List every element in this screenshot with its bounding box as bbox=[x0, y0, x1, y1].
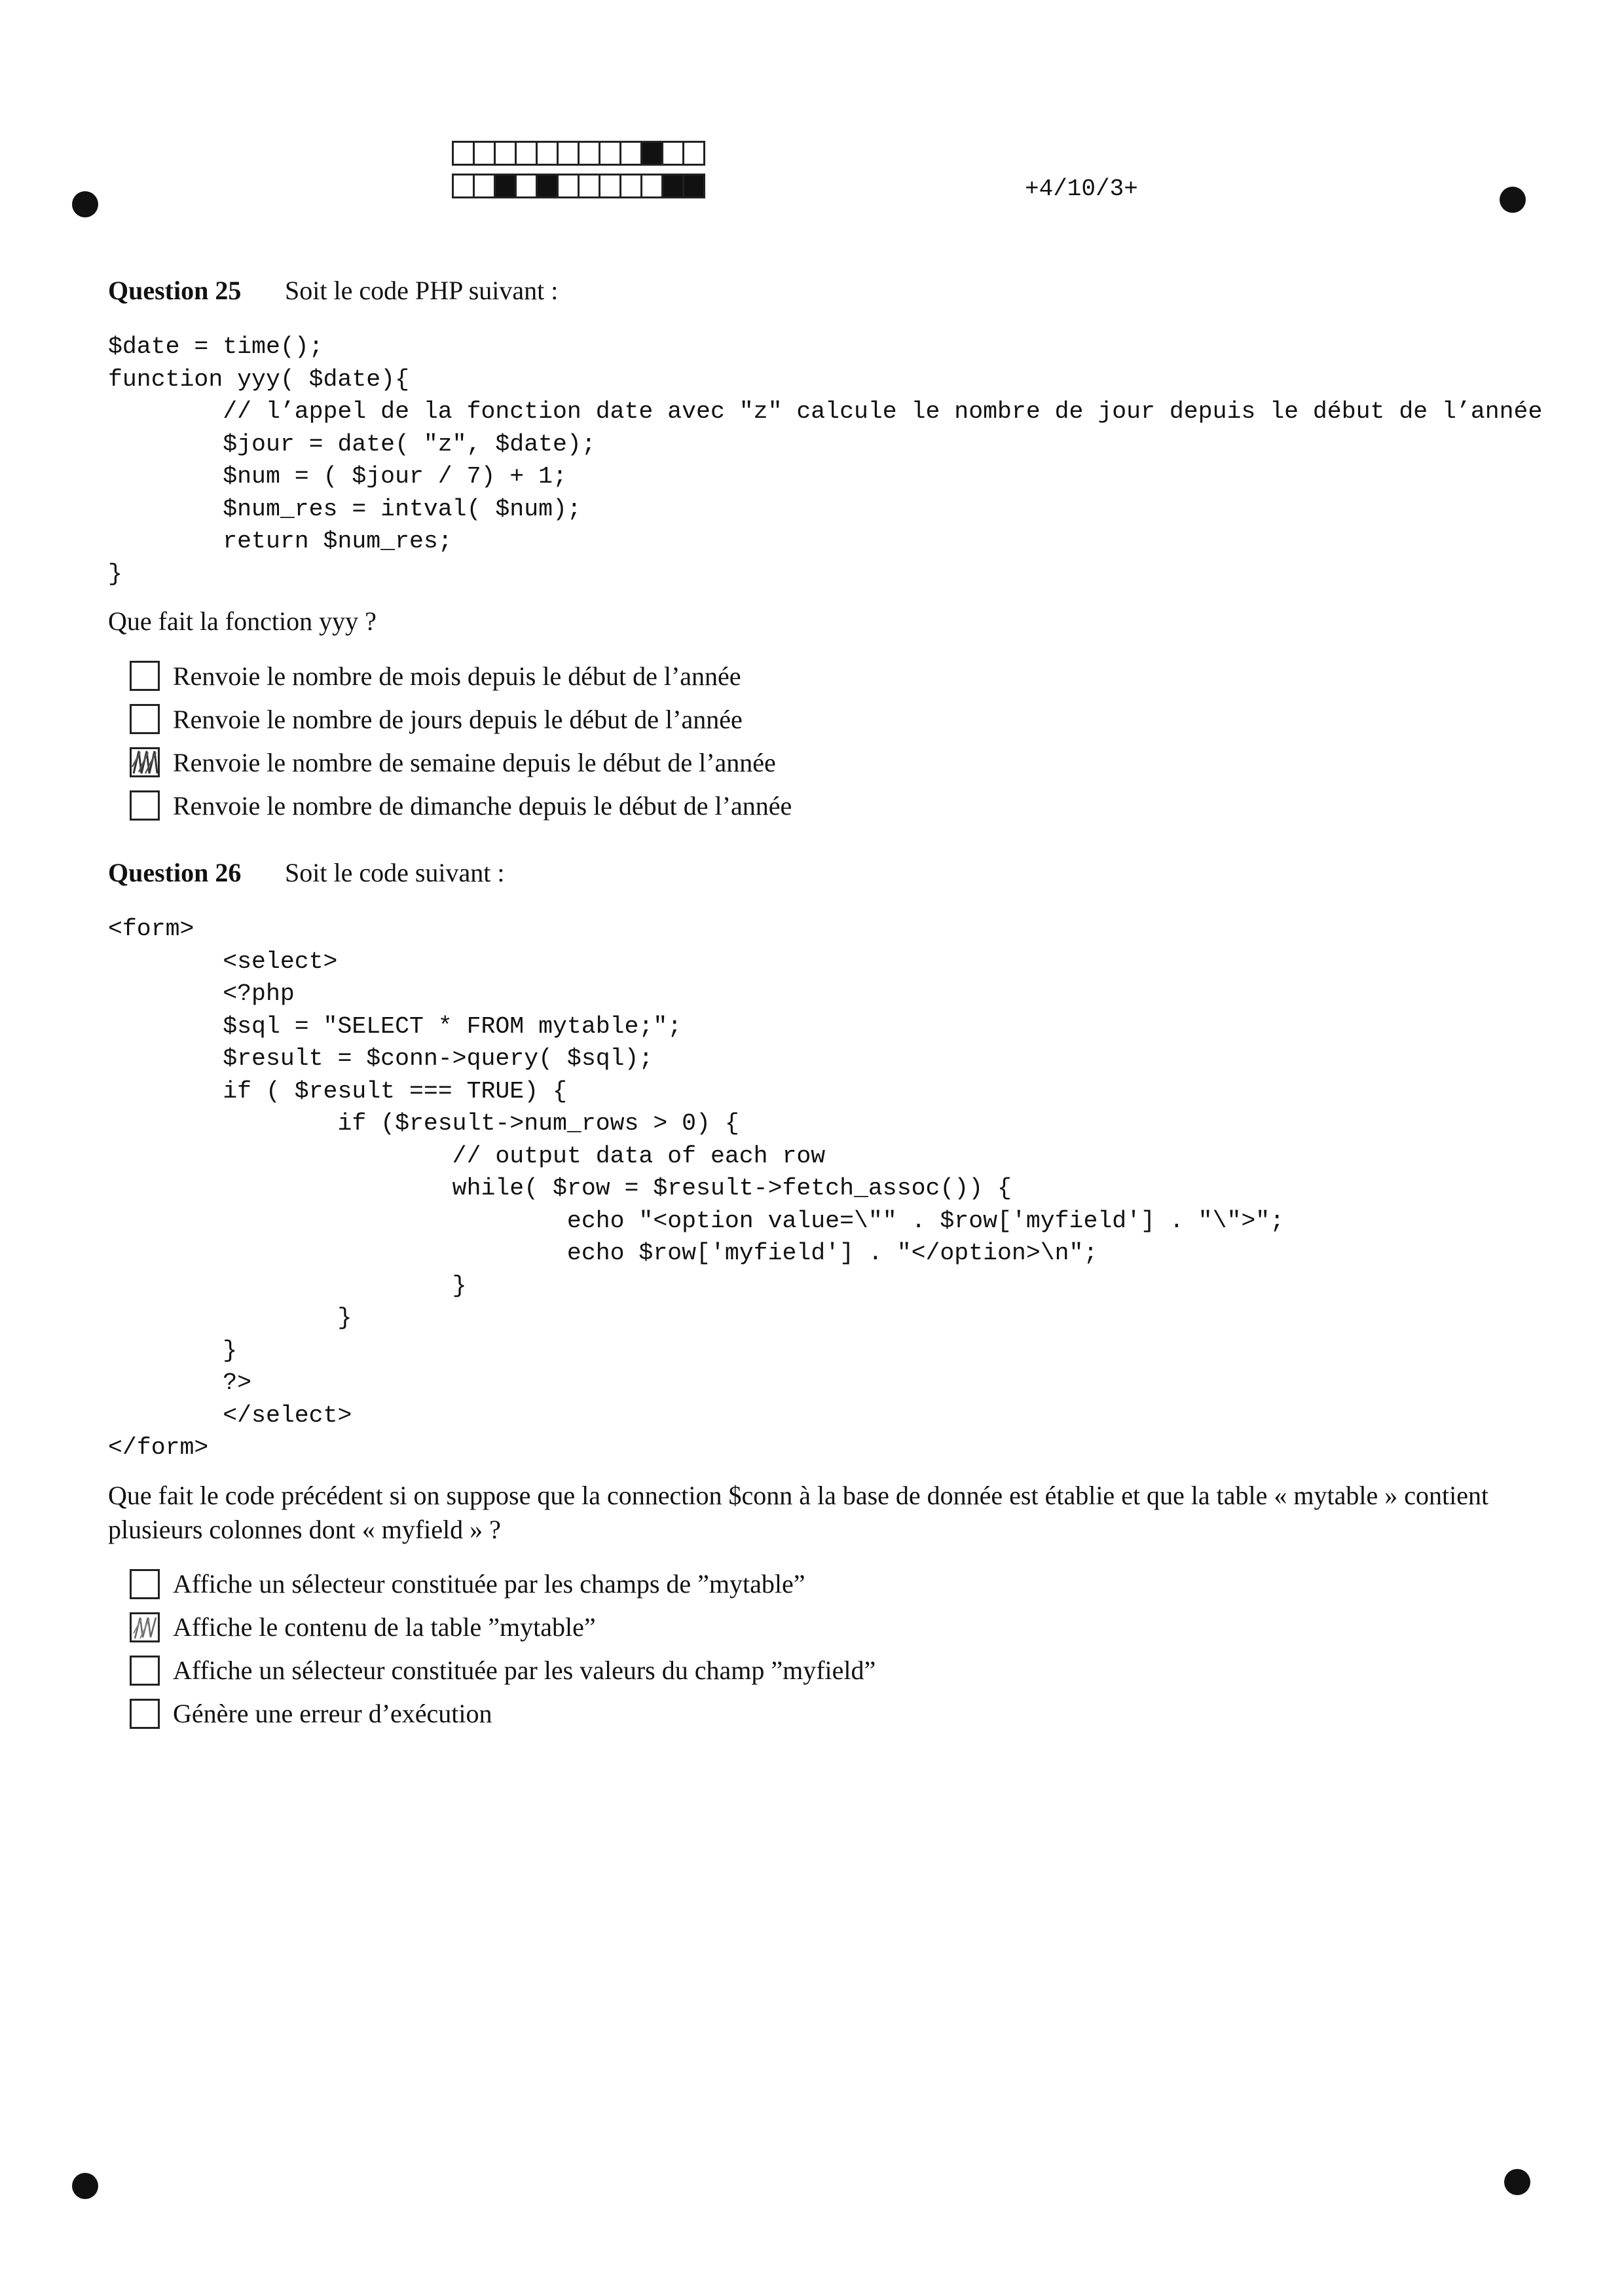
question-26 bbox=[108, 857, 1536, 1735]
grid-cell bbox=[557, 141, 580, 166]
answer-label: Renvoie le nombre de jours depuis le début de l’année bbox=[173, 704, 743, 734]
answer-label: Renvoie le nombre de dimanche depuis le début de l’année bbox=[173, 790, 792, 821]
question-header bbox=[108, 275, 1536, 306]
grid-cell bbox=[640, 174, 663, 198]
answer-label: Génère une erreur d’exécution bbox=[173, 1699, 492, 1728]
grid-cell bbox=[578, 174, 600, 198]
question-label: Question 25 bbox=[108, 276, 242, 305]
grid-cell bbox=[515, 141, 538, 166]
answer-option[interactable] bbox=[130, 1606, 1536, 1649]
question-prompt: Que fait la fonction yyy ? bbox=[108, 606, 377, 636]
answer-label: Affiche le contenu de la table ”mytable” bbox=[173, 1612, 596, 1642]
grid-cell bbox=[640, 141, 663, 166]
answer-option[interactable] bbox=[130, 1692, 1536, 1735]
answer-option[interactable] bbox=[130, 1649, 1536, 1692]
id-grid-bottom bbox=[452, 174, 703, 198]
grid-cell bbox=[515, 174, 538, 198]
answer-checkbox[interactable] bbox=[130, 704, 160, 734]
answer-label: Renvoie le nombre de semaine depuis le début de l’année bbox=[173, 747, 776, 777]
answer-label: Renvoie le nombre de mois depuis le début de l’année bbox=[173, 661, 741, 691]
grid-cell bbox=[619, 141, 642, 166]
answer-checkbox[interactable] bbox=[130, 1656, 160, 1686]
grid-cell bbox=[473, 174, 496, 198]
grid-cell bbox=[494, 174, 517, 198]
code-block: $date = time(); function yyy( $date){ // l’appel de la fonction date avec "z" calcule le nombre de jour depuis le début de l’année $jour = date( "z", $date); $num = ( $jour / 7) + 1; $num_res = intval( $num); return $num_res; } bbox=[108, 333, 1543, 587]
grid-cell bbox=[557, 174, 580, 198]
answer-checkbox[interactable] bbox=[130, 1699, 160, 1729]
answer-option[interactable] bbox=[130, 784, 1536, 827]
grid-cell bbox=[494, 141, 517, 166]
corner-dot-bottom-left bbox=[72, 2173, 98, 2199]
pen-scribble-icon bbox=[130, 747, 161, 779]
grid-cell bbox=[682, 174, 705, 198]
question-prompt: Que fait le code précédent si on suppose que la connection $conn à la base de donnée est établie et que la table « mytable » contient plusieurs colonnes dont « myfield » ? bbox=[108, 1480, 1489, 1544]
grid-cell bbox=[599, 141, 621, 166]
question-header bbox=[108, 857, 1536, 888]
answer-option[interactable] bbox=[130, 741, 1536, 784]
question-label: Question 26 bbox=[108, 858, 242, 887]
grid-cell bbox=[682, 141, 705, 166]
page-content bbox=[108, 275, 1543, 1735]
grid-cell bbox=[619, 174, 642, 198]
question-25 bbox=[108, 275, 1543, 827]
pen-scribble-icon bbox=[130, 1612, 161, 1644]
question-intro: Soit le code suivant : bbox=[285, 858, 505, 887]
answer-checkbox[interactable] bbox=[130, 661, 160, 691]
id-grid-top bbox=[452, 141, 703, 166]
answer-option[interactable] bbox=[130, 654, 1536, 697]
page-id: +4/10/3+ bbox=[1025, 176, 1138, 202]
question-intro: Soit le code PHP suivant : bbox=[285, 276, 559, 305]
corner-dot-bottom-right bbox=[1504, 2169, 1530, 2195]
answer-option[interactable] bbox=[130, 1563, 1536, 1606]
code-block: <form> <select> <?php $sql = "SELECT * FROM mytable;"; $result = $conn->query( $sql); if ( $result === TRUE) { if ($result->num_rows > 0) { // output data of each row while( $row = $result->fetch_assoc()) { echo "<option value=\"" . $row['myfield'] . "\">"; echo $row['myfield'] . "</option>\n"; } } } ?> </select> </form> bbox=[108, 916, 1285, 1461]
grid-cell bbox=[536, 174, 559, 198]
grid-cell bbox=[452, 141, 475, 166]
answer-checkbox[interactable] bbox=[130, 790, 160, 821]
grid-cell bbox=[452, 174, 475, 198]
corner-dot-top-right bbox=[1500, 187, 1526, 213]
corner-dot-top-left bbox=[72, 191, 98, 217]
grid-cell bbox=[473, 141, 496, 166]
answer-checkbox[interactable] bbox=[130, 1569, 160, 1599]
answer-label: Affiche un sélecteur constituée par les valeurs du champ ”myfield” bbox=[173, 1656, 876, 1685]
answer-checkbox-checked[interactable] bbox=[130, 747, 160, 777]
grid-cell bbox=[536, 141, 559, 166]
answer-list bbox=[130, 1563, 1536, 1735]
answer-label: Affiche un sélecteur constituée par les champs de ”mytable” bbox=[173, 1569, 805, 1599]
answer-list bbox=[130, 654, 1536, 827]
answer-checkbox-checked[interactable] bbox=[130, 1612, 160, 1642]
grid-cell bbox=[661, 141, 684, 166]
grid-cell bbox=[661, 174, 684, 198]
grid-cell bbox=[599, 174, 621, 198]
grid-cell bbox=[578, 141, 600, 166]
answer-option[interactable] bbox=[130, 697, 1536, 741]
